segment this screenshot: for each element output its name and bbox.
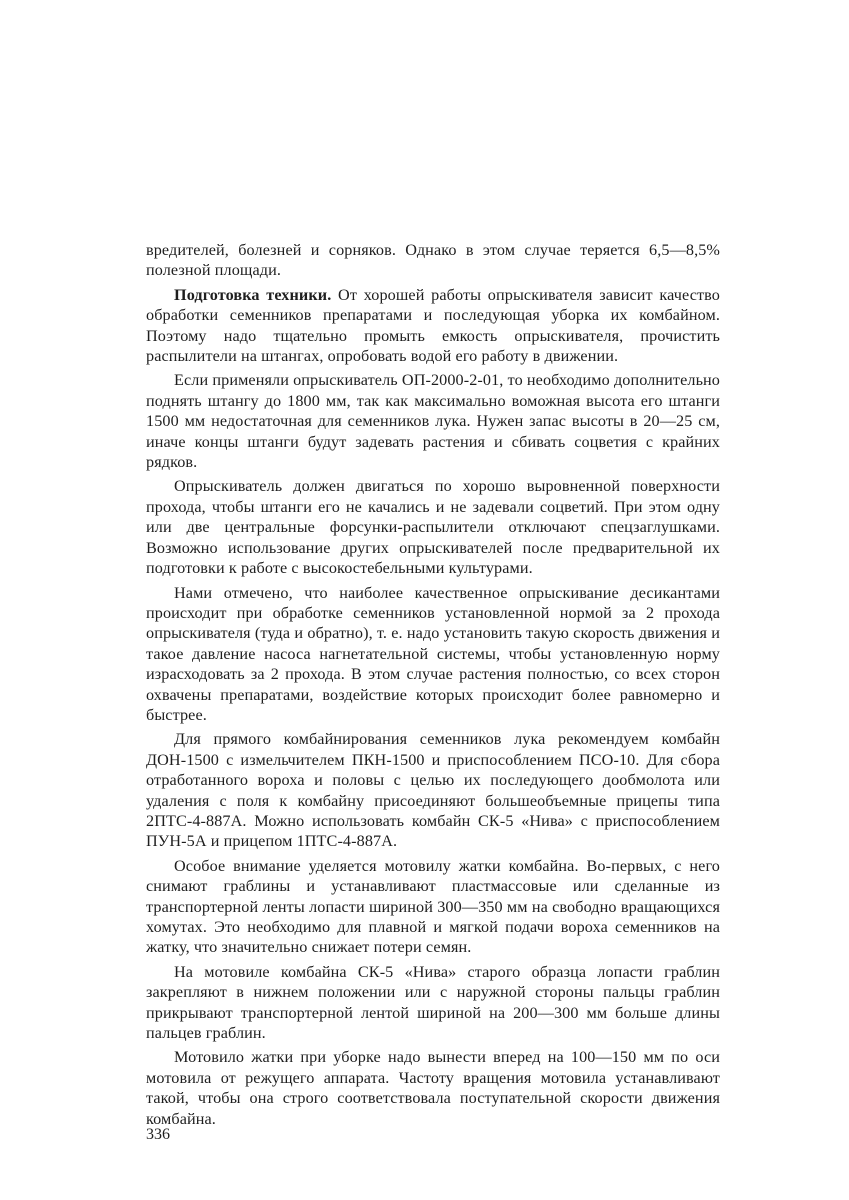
- paragraph-niva-reel: На мотовиле комбайна СК-5 «Нива» старого образца лопасти граблин закрепляют в нижнем положении или с наружной стороны пальцы граблин прикрывают транспортерной лентой шириной на 200—300 мм больше длины пальцев граблин.: [146, 962, 720, 1043]
- paragraph-reel: Особое внимание уделяется мотовилу жатки комбайна. Во-первых, с него снимают граблины и устанавливают пластмассовые или сделанные из транспортерной ленты лопасти шириной 300—350 мм на свободно вращающихся хомутах. Это необходимо для плавной и мягкой подачи вороха семенников на жатку, что значительно снижает потери семян.: [146, 856, 720, 957]
- body-text: [146, 240, 720, 1133]
- paragraph-equipment-prep: Подготовка техники. От хорошей работы опрыскивателя зависит качество обработки семенников препаратами и последующая уборка их комбайном. Поэтому надо тщательно промыть емкость опрыскивателя, прочистить распылители на штангах, опробовать водой его работу в движении.: [146, 285, 720, 366]
- paragraph-desiccant-spraying: Нами отмечено, что наиболее качественное опрыскивание десикантами происходит при обработке семенников установленной нормой за 2 прохода опрыскивателя (туда и обратно), т. е. надо установить такую скорость движения и такое давление насоса нагнетательной системы, чтобы установленную норму израсходовать за 2 прохода. В этом случае растения полностью, со всех сторон охвачены препаратами, воздействие которых происходит более равномерно и быстрее.: [146, 583, 720, 724]
- paragraph-combine: Для прямого комбайнирования семенников лука рекомендуем комбайн ДОН-1500 с измельчителем ПКН-1500 и приспособлением ПСО-10. Для сбора отработанного вороха и половы с целью их последующего дообмолота или удаления с поля к комбайну присоединяют большеобъемные прицепы типа 2ПТС-4-887А. Можно использовать комбайн СК-5 «Нива» с приспособлением ПУН-5А и прицепом 1ПТС-4-887А.: [146, 730, 720, 851]
- paragraph-sprayer-movement: Опрыскиватель должен двигаться по хорошо выровненной поверхности прохода, чтобы штанги его не качались и не задевали соцветий. При этом одну или две центральные форсунки-распылители отключают спецзаглушками. Возможно использование других опрыскивателей после предварительной их подготовки к работе с высокостебельными культурами.: [146, 477, 720, 578]
- section-heading: Подготовка техники.: [174, 285, 332, 304]
- paragraph-sprayer-boom: Если применяли опрыскиватель ОП-2000-2-01, то необходимо дополнительно поднять штангу до 1800 мм, так как максимально воможная высота его штанги 1500 мм недостаточная для семенников лука. Нужен запас высоты в 20—25 см, иначе концы штанги будут задевать растения и сбивать соцветия с крайних рядков.: [146, 371, 721, 472]
- page-number: 336: [146, 1126, 170, 1143]
- paragraph-continuation: вредителей, болезней и сорняков. Однако в этом случае теряется 6,5—8,5% полезной площади.: [146, 241, 720, 280]
- paragraph-reel-speed: Мотовило жатки при уборке надо вынести вперед на 100—150 мм по оси мотовила от режущего аппарата. Частоту вращения мотовила устанавливают такой, чтобы она строго соответствовала поступательной скорости движения комбайна.: [146, 1048, 720, 1128]
